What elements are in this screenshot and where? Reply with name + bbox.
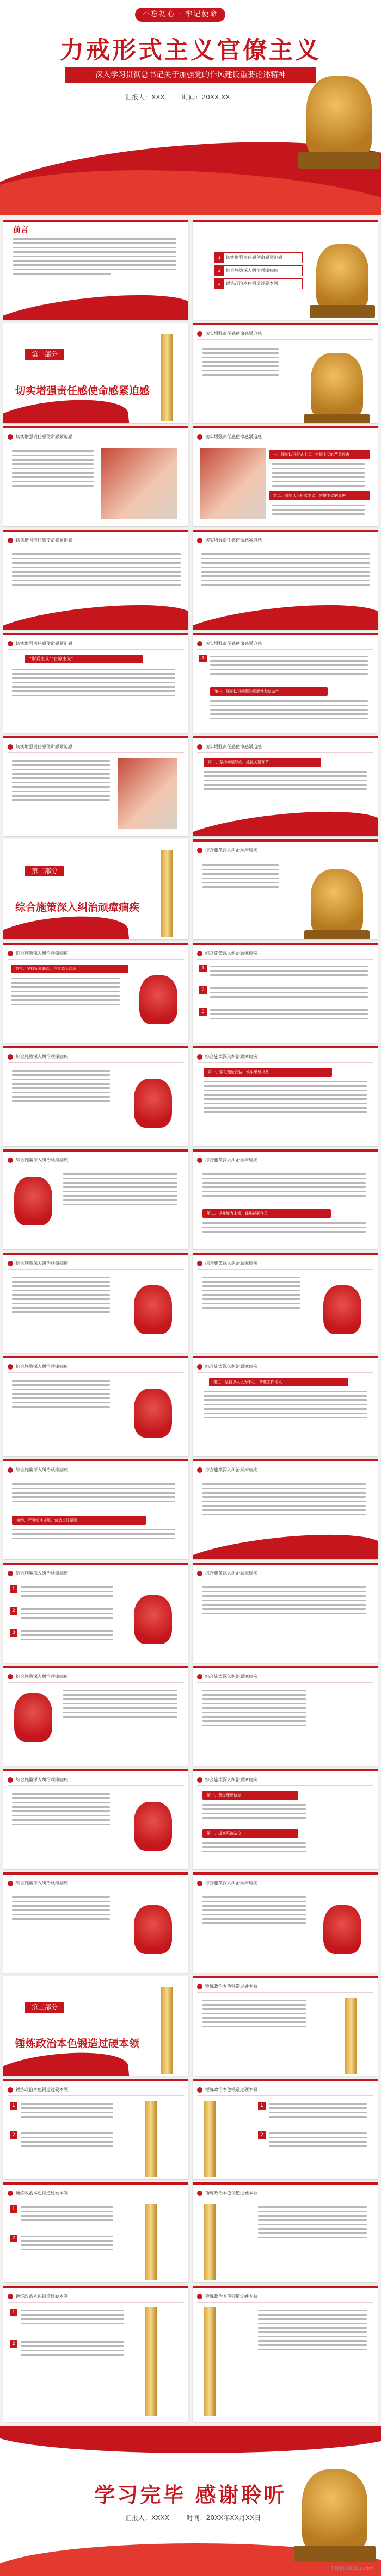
- slide-header: 综合施策深入纠治顽瘴痼疾: [197, 1259, 257, 1268]
- fist-icon: [134, 1079, 172, 1128]
- slide-header: 综合施策深入纠治顽瘴痼疾: [197, 1156, 257, 1165]
- content-slide: [3, 633, 188, 733]
- slide-ribbon: [3, 597, 188, 630]
- slide-header: 综合施策深入纠治顽瘴痼疾: [197, 1569, 257, 1578]
- section-title: 锤炼政治本色锻造过硬本领: [15, 2038, 140, 2050]
- body-text: [21, 2310, 124, 2327]
- toc-item[interactable]: 2 综合施策深入纠治顽瘴痼疾: [214, 265, 303, 276]
- watermark: 千库网 588ku.com: [330, 2566, 373, 2572]
- ending-date: 时间：20XX年XX月XX日: [186, 2514, 261, 2522]
- section-title: 综合施策深入纠治顽瘴痼疾: [15, 901, 140, 913]
- pillar-icon: [204, 2204, 216, 2280]
- body-text: [210, 656, 368, 677]
- content-slide: [193, 2079, 378, 2179]
- number-badge: 1: [10, 1585, 17, 1593]
- slide-header: 锤炼政治本色锻造过硬本领: [8, 2189, 68, 2198]
- number-badge: 1: [10, 2205, 17, 2213]
- slide-ribbon: [3, 394, 130, 423]
- slide-header: 切实增强责任感使命感紧迫感: [8, 433, 72, 441]
- lion-statue-icon: [304, 344, 370, 423]
- content-slide: [193, 426, 378, 526]
- slide-ribbon: [3, 911, 130, 939]
- number-badge: 1: [258, 2102, 266, 2110]
- pillar-icon: [145, 2307, 157, 2416]
- point-title: 第一、强化理论武装，筑牢思想根基: [204, 1068, 332, 1077]
- slide-header: 综合施策深入纠治顽瘴痼疾: [8, 1776, 68, 1784]
- body-text: [12, 1380, 110, 1410]
- pillar-icon: [161, 1987, 173, 2074]
- number-badge: 1: [199, 655, 207, 662]
- slide-header: 切实增强责任感使命感紧迫感: [8, 639, 72, 648]
- body-text: [272, 463, 365, 489]
- body-text: [12, 1070, 110, 1105]
- toc-item[interactable]: 1 切实增强责任感使命感紧迫感: [214, 252, 303, 263]
- point-title: 第三、深刻认识问题的顽固性和复杂性: [210, 687, 328, 696]
- slide-header: 综合施策深入纠治顽瘴痼疾: [8, 1362, 68, 1371]
- body-text: [272, 505, 365, 518]
- slide-header: 锤炼政治本色锻造过硬本领: [197, 2086, 257, 2094]
- body-text: [210, 700, 368, 722]
- point-title: 第二、坚持问题导向，抓住关键环节: [204, 758, 321, 767]
- number-badge: 2: [10, 2131, 17, 2139]
- body-text: [204, 1391, 367, 1421]
- illustration-image: [118, 758, 177, 829]
- fist-icon: [134, 1285, 172, 1334]
- cover-reporter: 汇报人：XXX: [125, 94, 165, 101]
- body-text: [202, 1842, 306, 1855]
- content-slide: [3, 1149, 188, 1249]
- content-slide: [3, 2182, 188, 2282]
- pillar-icon: [161, 334, 173, 421]
- section-label: 第一部分: [25, 349, 64, 360]
- content-slide: [3, 1666, 188, 1766]
- body-text: [12, 1896, 110, 1922]
- content-slide: [193, 633, 378, 733]
- number-badge: 2: [10, 2235, 17, 2242]
- fist-icon: [134, 1802, 172, 1851]
- point-title: 第一、坚定理想信念: [202, 1791, 298, 1800]
- body-text: [21, 2103, 113, 2120]
- slide-header: 综合施策深入纠治顽瘴痼疾: [8, 1672, 68, 1681]
- number-badge: 3: [199, 1008, 207, 1016]
- content-slide: [193, 1563, 378, 1663]
- body-text: [11, 978, 120, 1008]
- fist-icon: [323, 1285, 361, 1334]
- content-slide: [193, 1872, 378, 1973]
- body-text: [202, 348, 279, 378]
- number-badge: 1: [199, 965, 207, 972]
- lion-statue-icon: [298, 65, 380, 169]
- slide-header: 切实增强责任感使命感紧迫感: [197, 329, 262, 338]
- slide-header: 综合施策深入纠治顽瘴痼疾: [197, 1776, 257, 1784]
- slide-header: 综合施策深入纠治顽瘴痼疾: [8, 1259, 68, 1268]
- content-slide: [193, 1149, 378, 1249]
- content-slide: [193, 530, 378, 630]
- slide-header: 综合施策深入纠治顽瘴痼疾: [8, 1569, 68, 1578]
- fist-icon: [14, 1693, 52, 1742]
- body-text: [202, 1277, 300, 1311]
- cover-slide: [0, 0, 381, 215]
- slide-ribbon: [3, 287, 188, 320]
- body-text: [12, 1277, 110, 1316]
- slide-header: 切实增强责任感使命感紧迫感: [197, 433, 262, 441]
- body-text: [210, 987, 368, 1000]
- toc-slide: [193, 220, 378, 320]
- body-text: [12, 669, 175, 699]
- body-text: [12, 1529, 175, 1542]
- body-text: [63, 1173, 177, 1208]
- body-text: [258, 2310, 367, 2353]
- slide-header: 综合施策深入纠治顽瘴痼疾: [197, 1053, 257, 1061]
- content-slide: [3, 530, 188, 630]
- slide-header: 综合施策深入纠治顽瘴痼疾: [8, 1879, 68, 1888]
- fist-icon: [323, 1905, 361, 1954]
- slide-ribbon: [193, 1527, 378, 1559]
- body-text: [63, 1690, 177, 1720]
- slide-header: 锤炼政治本色锻造过硬本领: [197, 2292, 257, 2301]
- number-badge: 1: [10, 2309, 17, 2316]
- body-text: [269, 2103, 367, 2120]
- body-text: [210, 966, 368, 979]
- body-text: [204, 771, 367, 793]
- pillar-icon: [145, 2101, 157, 2177]
- pillar-icon: [204, 2307, 216, 2416]
- body-text: [21, 2132, 113, 2150]
- body-text: [269, 2132, 367, 2150]
- slide-header: 切实增强责任感使命感紧迫感: [197, 743, 262, 751]
- slide-header: 锤炼政治本色锻造过硬本领: [197, 2189, 257, 2198]
- content-slide: [3, 2286, 188, 2422]
- slide-ribbon: [193, 597, 378, 630]
- preface-title: 前言: [13, 226, 28, 234]
- body-text: [202, 864, 279, 891]
- number-badge: 2: [199, 986, 207, 994]
- preface-text: [13, 238, 176, 277]
- lion-statue-icon: [310, 235, 375, 318]
- content-slide: [193, 2286, 378, 2422]
- lion-statue-icon: [294, 2459, 376, 2562]
- body-text: [21, 1586, 113, 1600]
- content-slide: [193, 1976, 378, 2076]
- content-slide: [3, 736, 188, 836]
- pillar-icon: [145, 2204, 157, 2280]
- body-text: [258, 2206, 367, 2241]
- fist-icon: [139, 975, 177, 1024]
- content-slide: [193, 1046, 378, 1146]
- point-title: 第四、严明纪律规矩，营造良好氛围: [12, 1516, 146, 1525]
- slide-header: 切实增强责任感使命感紧迫感: [197, 639, 262, 648]
- content-slide: [3, 1769, 188, 1869]
- content-slide: [193, 1356, 378, 1456]
- body-text: [202, 1173, 366, 1199]
- fist-icon: [134, 1905, 172, 1954]
- ending-reporter: 汇报人：XXXX: [125, 2514, 169, 2522]
- content-slide: [193, 1769, 378, 1869]
- cover-meta: [125, 92, 245, 102]
- content-slide: [193, 839, 378, 939]
- cover-tag: 不忘初心 · 牢记使命: [135, 8, 225, 22]
- content-slide: [193, 943, 378, 1043]
- cover-subtitle: 深入学习贯彻总书记关于加强党的作风建设重要论述精神: [65, 67, 316, 83]
- content-slide: [193, 1666, 378, 1766]
- number-badge: 3: [10, 1629, 17, 1637]
- quote-banner: “形式主义”“官僚主义”: [25, 655, 143, 663]
- body-text: [202, 2000, 306, 2030]
- ending-title: 学习完毕 感谢聆听: [94, 2483, 287, 2507]
- content-slide: [3, 1356, 188, 1456]
- point-title: 第二、提升能力本领，锤炼过硬作风: [202, 1209, 331, 1218]
- slide-ribbon: [193, 804, 378, 836]
- number-badge: 2: [10, 2340, 17, 2348]
- slide-header: 综合施策深入纠治顽瘴痼疾: [197, 949, 257, 958]
- point-title: 第二、深刻认识形式主义、官僚主义的危害: [269, 491, 370, 500]
- preface-slide: [3, 220, 188, 320]
- cover-date: 时间：20XX.XX: [182, 94, 230, 101]
- fist-icon: [14, 1177, 52, 1225]
- body-text: [12, 553, 181, 588]
- section-label: 第二部分: [25, 866, 64, 876]
- body-text: [21, 1608, 113, 1621]
- content-slide: [193, 2182, 378, 2282]
- point-title: 第二、提高政治站位: [202, 1829, 298, 1838]
- body-text: [202, 1586, 366, 1617]
- body-text: [202, 1483, 366, 1518]
- slide-header: 切实增强责任感使命感紧迫感: [8, 536, 72, 545]
- slide-header: 锤炼政治本色锻造过硬本领: [197, 1982, 257, 1991]
- illustration-image: [200, 448, 266, 519]
- fist-icon: [134, 1595, 172, 1644]
- body-text: [202, 1222, 366, 1235]
- content-slide: [193, 1459, 378, 1559]
- slide-header: 锤炼政治本色锻造过硬本领: [8, 2086, 68, 2094]
- point-title: 第三、坚持以人民为中心，转变工作作风: [209, 1378, 348, 1386]
- body-text: [12, 1483, 175, 1505]
- slide-ribbon: [3, 2047, 130, 2076]
- illustration-image: [101, 448, 177, 519]
- section-2-slide: [3, 839, 188, 939]
- number-badge: 1: [10, 2102, 17, 2110]
- pillar-icon: [161, 850, 173, 937]
- slide-header: 综合施策深入纠治顽瘴痼疾: [197, 1672, 257, 1681]
- section-title: 切实增强责任感使命感紧迫感: [15, 385, 150, 397]
- point-title: 第三、坚持标本兼治，注重源头治理: [11, 965, 128, 973]
- slide-header: 综合施策深入纠治顽瘴痼疾: [197, 1362, 257, 1371]
- body-text: [12, 760, 110, 804]
- body-text: [12, 450, 94, 489]
- slide-header: 综合施策深入纠治顽瘴痼疾: [8, 1466, 68, 1474]
- slide-header: 综合施策深入纠治顽瘴痼疾: [8, 949, 68, 958]
- body-text: [210, 1009, 368, 1022]
- content-slide: [3, 1046, 188, 1146]
- pillar-icon: [345, 1998, 357, 2074]
- point-title: 一、深刻认识形式主义、官僚主义的严重危害: [269, 450, 370, 459]
- slide-header: 综合施策深入纠治顽瘴痼疾: [8, 1156, 68, 1165]
- body-text: [201, 553, 370, 588]
- pillar-icon: [204, 2101, 216, 2177]
- content-slide: [193, 736, 378, 836]
- slide-header: 锤炼政治本色锻造过硬本领: [8, 2292, 68, 2301]
- body-text: [21, 1630, 113, 1643]
- content-slide: [3, 943, 188, 1043]
- body-text: [21, 2236, 113, 2253]
- slide-header: 综合施策深入纠治顽瘴痼疾: [197, 1879, 257, 1888]
- content-slide: [193, 1253, 378, 1353]
- ending-slide: [0, 2426, 381, 2576]
- body-text: [12, 1793, 110, 1828]
- number-badge: 2: [10, 1607, 17, 1615]
- lion-statue-icon: [304, 861, 370, 939]
- section-1-slide: [3, 323, 188, 423]
- cover-title: 力戒形式主义官僚主义: [60, 36, 321, 64]
- slide-header: 综合施策深入纠治顽瘴痼疾: [197, 846, 257, 855]
- content-slide: [3, 1563, 188, 1663]
- slide-header: 切实增强责任感使命感紧迫感: [197, 536, 262, 545]
- slide-header: 综合施策深入纠治顽瘴痼疾: [197, 1466, 257, 1474]
- fist-icon: [134, 1389, 172, 1438]
- toc-item[interactable]: 3 锤炼政治本色锻造过硬本领: [214, 278, 303, 289]
- content-slide: [3, 2079, 188, 2179]
- content-slide: [193, 323, 378, 423]
- body-text: [21, 2341, 124, 2359]
- slide-header: 综合施策深入纠治顽瘴痼疾: [8, 1053, 68, 1061]
- body-text: [202, 1896, 306, 1927]
- section-label: 第三部分: [25, 2002, 64, 2013]
- top-ribbon: [0, 2426, 381, 2453]
- content-slide: [3, 1872, 188, 1973]
- content-slide: [3, 426, 188, 526]
- content-slide: [3, 1253, 188, 1353]
- body-text: [202, 1690, 306, 1729]
- content-slide: [3, 1459, 188, 1559]
- number-badge: 2: [258, 2131, 266, 2139]
- body-text: [21, 2206, 113, 2224]
- ending-meta: [125, 2513, 276, 2522]
- slide-header: 切实增强责任感使命感紧迫感: [8, 743, 72, 751]
- body-text: [204, 1081, 367, 1116]
- body-text: [202, 1804, 306, 1821]
- section-3-slide: [3, 1976, 188, 2076]
